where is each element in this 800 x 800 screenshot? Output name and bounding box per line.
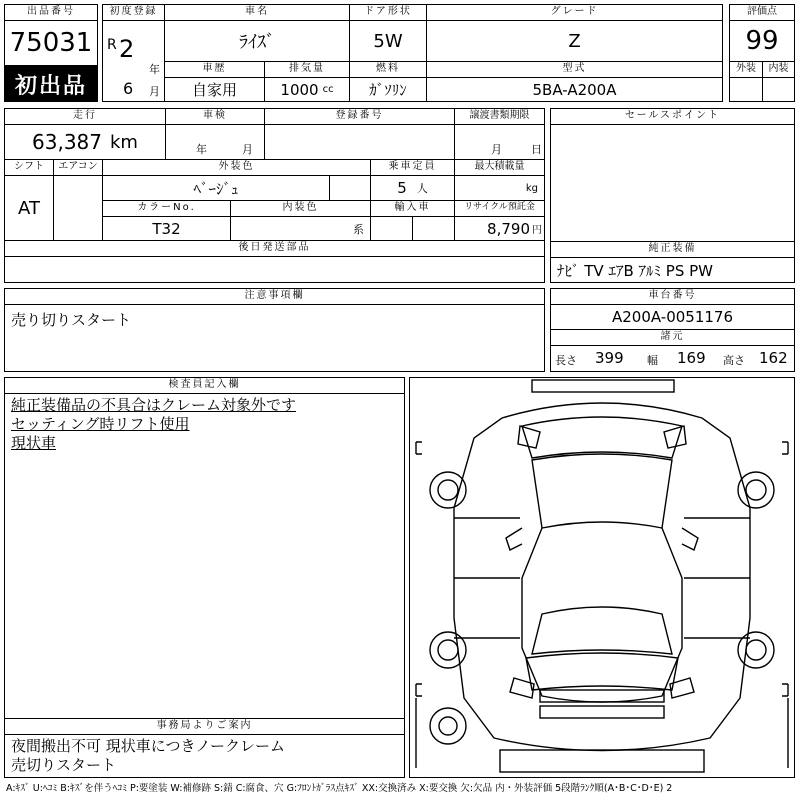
office-notes (4, 734, 405, 778)
shift-label: シフト (4, 159, 54, 176)
mileage (4, 124, 166, 160)
later-parts-label: 後日発送部品 (4, 240, 545, 257)
import-b (412, 216, 455, 241)
mileage-value: 63,387 (32, 130, 102, 154)
specifications (550, 345, 795, 372)
transfer-deadline (454, 124, 545, 160)
import-label: 輸入車 (370, 200, 455, 217)
transfer-deadline-label: 譲渡書類期限 (454, 108, 545, 125)
interior-score (762, 77, 795, 102)
transfer-month-unit: 月 (491, 143, 502, 156)
displacement (264, 77, 350, 102)
history: 自家用 (164, 77, 265, 102)
color-number: T32 (102, 216, 231, 241)
length-value: 399 (595, 349, 624, 367)
width-label: 幅 (647, 354, 658, 367)
exterior-color-code (329, 175, 371, 201)
interior-color (230, 216, 371, 241)
max-load (454, 175, 545, 201)
height-value: 162 (759, 349, 788, 367)
caution-notes: 売り切りスタート (4, 304, 545, 372)
lot-number-label: 出品番号 (4, 4, 98, 21)
displacement-value: 1000 (280, 80, 319, 99)
car-name-label: 車名 (164, 4, 350, 21)
height-label: 高さ (723, 354, 745, 367)
sales-point (550, 124, 795, 242)
capacity-value: 5 (397, 179, 407, 197)
ac-label: エアコン (53, 159, 103, 176)
exterior-color: ﾍﾞｰｼﾞｭ (102, 175, 330, 201)
score-label: 評価点 (729, 4, 795, 21)
grade: Z (426, 20, 723, 62)
car-diagram-drawing (410, 378, 794, 777)
score: 99 (729, 20, 795, 62)
inspector-line: 現状車 (11, 434, 57, 452)
inspector-line: セッティング時リフト使用 (11, 415, 190, 433)
equipment: ﾅﾋﾞ TV ｴｱB ｱﾙﾐ PS PW (550, 257, 795, 283)
length-label: 長さ (555, 354, 577, 367)
office-line: 夜間搬出不可 現状車につきノークレーム (11, 737, 286, 755)
registration-number-label: 登録番号 (264, 108, 455, 125)
first-registration-label: 初度登録 (102, 4, 165, 21)
recycle-label: リサイクル預託金 (454, 200, 545, 217)
reg-year-unit: 年 (149, 63, 160, 76)
interior-color-label: 内装色 (230, 200, 371, 217)
car-diagram (409, 377, 795, 778)
exterior-score-label: 外装 (729, 61, 763, 78)
door-label: ドア形状 (349, 4, 427, 21)
inspection-label: 車検 (165, 108, 265, 125)
recycle-deposit (454, 216, 545, 241)
inspection-month-unit: 月 (242, 143, 253, 156)
capacity-unit: 人 (416, 182, 428, 195)
fuel-label: 燃料 (349, 61, 427, 78)
width-value: 169 (677, 349, 706, 367)
chassis-label: 車台番号 (550, 288, 795, 305)
grade-label: グレード (426, 4, 723, 21)
inspection-value (165, 124, 265, 160)
fuel: ｶﾞｿﾘﾝ (349, 77, 427, 102)
caution-label: 注意事項欄 (4, 288, 545, 305)
damage-legend: A:ｷｽﾞ U:ﾍｺﾐ B:ｷｽﾞを伴うﾍｺﾐ P:要塗装 W:補修跡 S:錆 C:腐食、穴 G:ﾌﾛﾝﾄｶﾞﾗｽ点ｷｽﾞ XX:交換済み X:要交換 欠:欠品 内・外装評価 5段階ﾗﾝｸ順(A･B･C･D･E) 2 (6, 783, 673, 794)
inspector-label: 検査員記入欄 (4, 377, 405, 394)
exterior-score (729, 77, 763, 102)
mileage-label: 走行 (4, 108, 166, 125)
lot-number: 75031 (4, 20, 98, 66)
first-registration-value (102, 20, 165, 102)
office-label: 事務局よりご案内 (4, 718, 405, 735)
inspection-year-unit: 年 (196, 143, 207, 156)
max-load-label: 最大積載量 (454, 159, 545, 176)
reg-year: 2 (119, 35, 135, 63)
air-conditioner (53, 175, 103, 241)
first-listing-badge: 初出品 (4, 66, 98, 102)
chassis-number: A200A-0051176 (550, 304, 795, 330)
recycle-unit: 円 (532, 225, 542, 236)
later-parts (4, 256, 545, 283)
displacement-label: 排気量 (264, 61, 350, 78)
inspector-line: 純正装備品の不具合はクレーム対象外です (11, 396, 297, 414)
car-name: ﾗｲｽﾞ (164, 20, 350, 62)
door-type: 5W (349, 20, 427, 62)
interior-score-label: 内装 (762, 61, 795, 78)
capacity (370, 175, 455, 201)
model-label: 型式 (426, 61, 723, 78)
equipment-label: 純正装備 (550, 241, 795, 258)
recycle-value: 8,790 (487, 219, 530, 238)
sales-point-label: セールスポイント (550, 108, 795, 125)
registration-number (264, 124, 455, 160)
mileage-unit: km (110, 131, 138, 153)
exterior-color-label: 外装色 (102, 159, 371, 176)
spec-label: 諸元 (550, 329, 795, 346)
transfer-day-unit: 日 (531, 143, 542, 156)
max-load-unit: kg (525, 182, 538, 194)
shift: AT (4, 175, 54, 241)
reg-month-unit: 月 (149, 85, 160, 98)
office-line: 売切りスタート (11, 756, 117, 774)
reg-month: 6 (123, 79, 134, 98)
model-code: 5BA-A200A (426, 77, 723, 102)
color-number-label: カラーNo. (102, 200, 231, 217)
displacement-unit: cc (322, 84, 334, 95)
inspector-notes (4, 393, 405, 719)
import-a (370, 216, 413, 241)
capacity-label: 乗車定員 (370, 159, 455, 176)
era: R (107, 37, 117, 53)
history-label: 車歴 (164, 61, 265, 78)
interior-color-unit: 系 (353, 222, 364, 236)
